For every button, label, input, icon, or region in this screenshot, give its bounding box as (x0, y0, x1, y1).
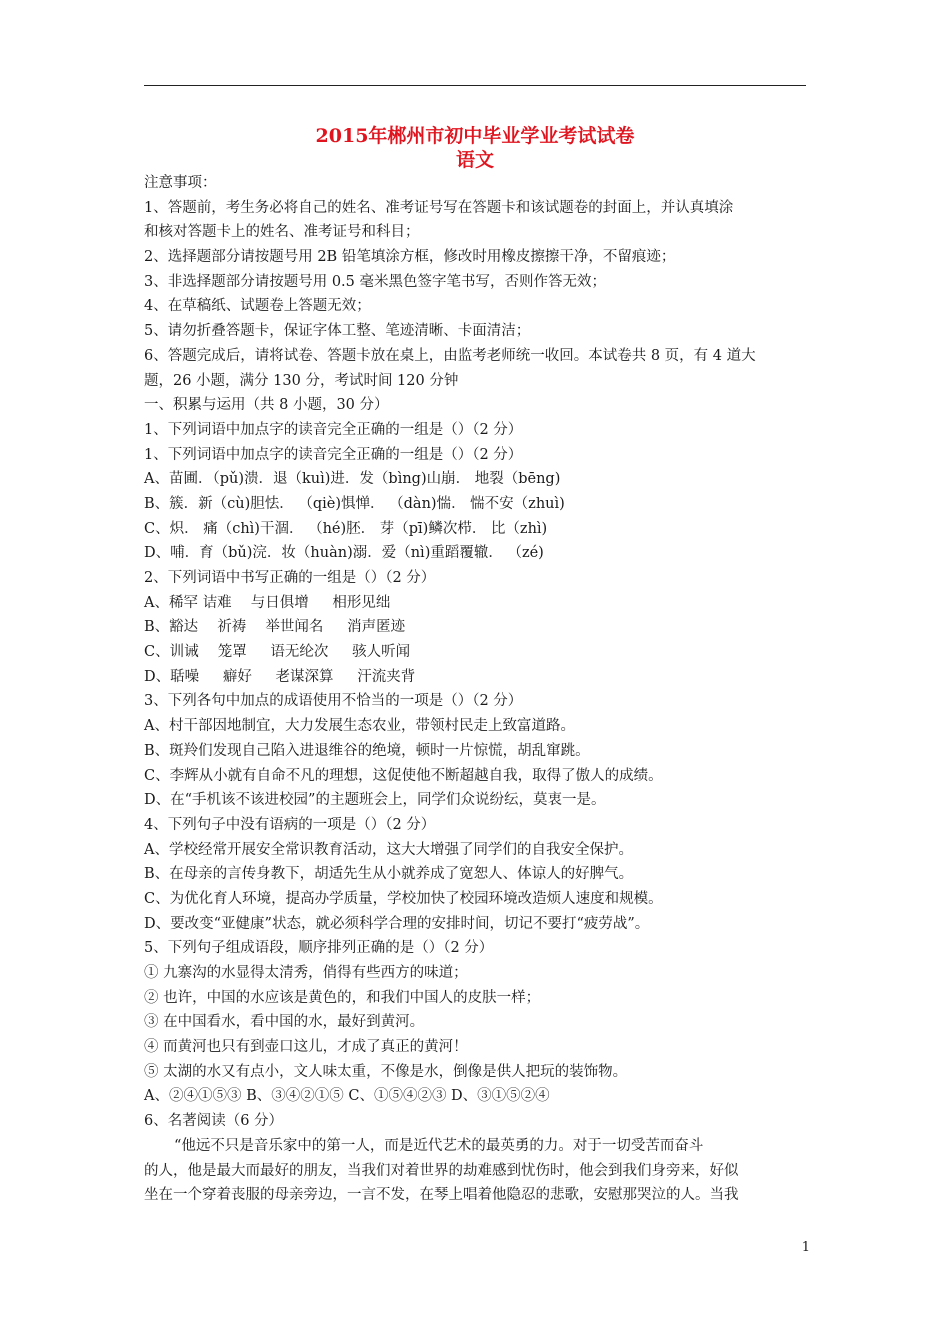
notice-item: 6、答题完成后，请将试卷、答题卡放在桌上，由监考老师统一收回。本试卷共 8 页，有 4 道大 (144, 347, 756, 364)
question-stem: 1、下列词语中加点字的读音完全正确的一组是（）（2 分） (144, 446, 523, 463)
page-number: 1 (801, 1240, 810, 1255)
exam-title (144, 124, 806, 172)
question-stem: 2、下列词语中书写正确的一组是（）（2 分） (144, 570, 436, 586)
question-stem: 3、下列各句中加点的成语使用不恰当的一项是（）（2 分） (144, 693, 523, 710)
sentence-item: ④ 而黄河也只有到壶口这儿，才成了真正的黄河！ (144, 1039, 468, 1056)
sentence-item: ① 九寨沟的水显得太清秀，俏得有些西方的味道； (144, 965, 468, 981)
answer-option: A、稀罕 诘难 与日俱增 相形见绌 (144, 594, 391, 611)
answer-option: A、村干部因地制宜，大力发展生态农业，带领村民走上致富道路。 (144, 718, 575, 735)
notice-item: 3、非选择题部分请按题号用 0.5 毫米黑色签字笔书写，否则作答无效； (144, 273, 607, 290)
question-stem: 5、下列句子组成语段，顺序排列正确的是（）（2 分） (144, 940, 494, 957)
section-heading: 一、积累与运用（共 8 小题，30 分） (144, 397, 389, 414)
header-rule (144, 85, 806, 86)
question-stem: 6、名著阅读（6 分） (144, 1113, 284, 1130)
notice-item: 5、请勿折叠答题卡，保证字体工整、笔迹清晰、卡面清洁； (144, 323, 531, 340)
sentence-item: ⑤ 太湖的水又有点小，文人味太重，不像是水，倒像是供人把玩的装饰物。 (144, 1063, 628, 1080)
answer-option: A、学校经常开展安全常识教育活动，这大大增强了同学们的自我安全保护。 (144, 841, 633, 858)
answer-option: C、训诫 笼罩 语无纶次 骇人听闻 (144, 644, 411, 661)
exam-body (144, 171, 808, 1208)
answer-option: D、在“手机该不该进校园”的主题班会上，同学们众说纷纭，莫衷一是。 (144, 792, 606, 809)
exam-title-main: 2015年郴州市初中毕业学业考试试卷 (315, 125, 635, 147)
notice-item: 和核对答题卡上的姓名、准考证号和科目； (144, 224, 420, 241)
exam-title-subject: 语文 (455, 149, 494, 171)
notice-item: 2、选择题部分请按题号用 2B 铅笔填涂方框，修改时用橡皮擦擦干净，不留痕迹； (144, 249, 676, 266)
answer-options-row: A、②④①⑤③ B、③④②①⑤ C、①⑤④②③ D、③①⑤②④ (144, 1088, 550, 1105)
reading-passage-line: 的人，他是最大而最好的朋友，当我们对着世界的劫难感到忧伤时，他会到我们身旁来，好似 (144, 1162, 739, 1179)
answer-option: D、聒噪 癖好 老谋深算 汗流夹背 (144, 668, 416, 685)
answer-option: A、苗圃．（pǔ)溃．退（kuì)进．发（bìng)山崩． 地裂（bēng) (144, 471, 561, 488)
answer-option: B、在母亲的言传身教下，胡适先生从小就养成了宽恕人、体谅人的好脾气。 (144, 866, 634, 883)
sentence-item: ② 也许，中国的水应该是黄色的，和我们中国人的皮肤一样； (144, 989, 541, 1006)
question-stem: 1、下列词语中加点字的读音完全正确的一组是（）（2 分） (144, 421, 523, 438)
sentence-item: ③ 在中国看水，看中国的水，最好到黄河。 (144, 1014, 425, 1031)
answer-option: B、斑羚们发现自己陷入进退维谷的绝境，顿时一片惊慌，胡乱窜跳。 (144, 742, 590, 759)
answer-option: B、簇．新（cù)胆怯． （qiè)惧惮． （dàn)惴． 惴不安（zhuì) (144, 495, 565, 512)
notice-heading: 注意事项： (144, 175, 217, 191)
question-stem: 4、下列句子中没有语病的一项是（）（2 分） (144, 816, 436, 833)
notice-item: 题，26 小题，满分 130 分，考试时间 120 分钟 (144, 372, 459, 389)
answer-option: D、哺．育（bǔ)浣．妆（huàn)溺．爱（nì)重蹈覆辙． （zé) (144, 545, 544, 562)
reading-passage-line: “他远不只是音乐家中的第一人，而是近代艺术的最英勇的力。对于一切受苦而奋斗 (174, 1137, 704, 1154)
answer-option: C、为优化育人环境，提高办学质量，学校加快了校园环境改造烦人速度和规模。 (144, 890, 663, 907)
reading-passage-line: 坐在一个穿着丧服的母亲旁边，一言不发，在琴上唱着他隐忍的悲歌，安慰那哭泣的人。当我 (144, 1187, 739, 1204)
answer-option: C、炽． 痛（chì)干涸． （hé)胚． 芽（pī)鳞次栉． 比（zhì) (144, 520, 548, 537)
answer-option: D、要改变“亚健康”状态，就必须科学合理的安排时间，切记不要打“疲劳战”。 (144, 915, 650, 932)
answer-option: C、李辉从小就有自命不凡的理想，这促使他不断超越自我，取得了傲人的成绩。 (144, 767, 663, 784)
answer-option: B、豁达 祈祷 举世闻名 消声匿迹 (144, 619, 406, 636)
notice-item: 1、答题前，考生务必将自己的姓名、准考证号写在答题卡和该试题卷的封面上，并认真填涂 (144, 199, 734, 216)
notice-item: 4、在草稿纸、试题卷上答题无效； (144, 298, 371, 315)
